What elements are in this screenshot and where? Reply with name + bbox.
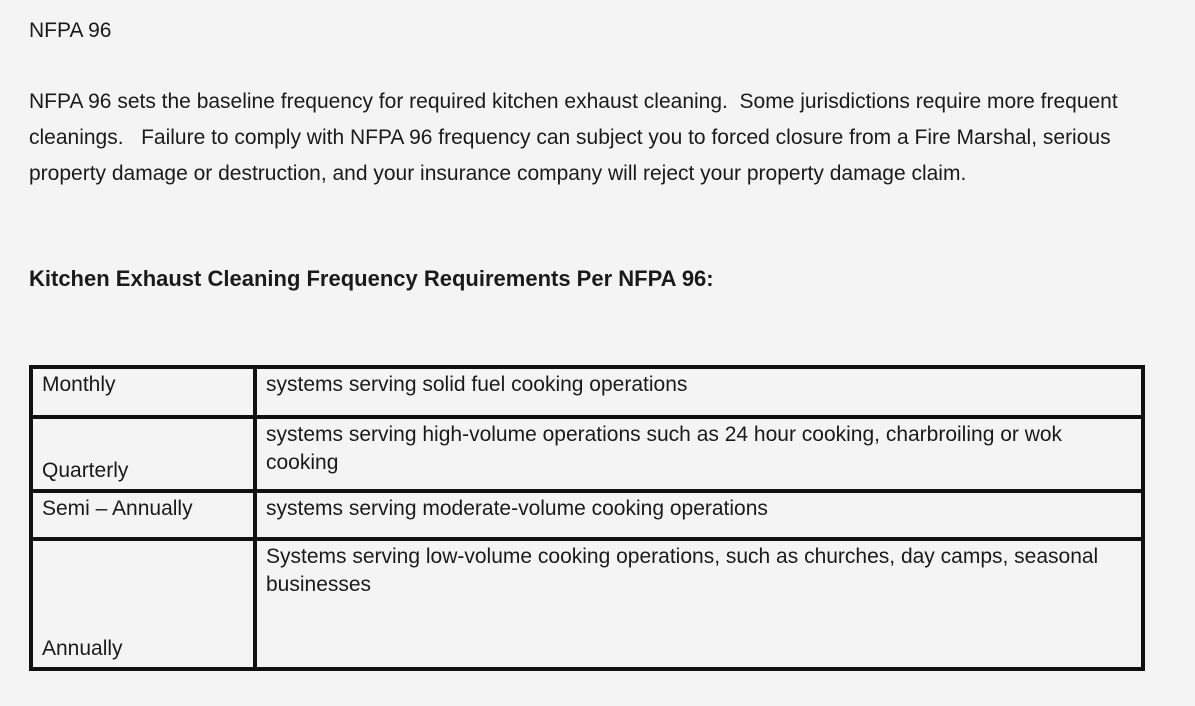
- table-row: [31, 491, 1143, 539]
- page-heading: NFPA 96: [29, 19, 112, 42]
- description-cell: Systems serving low-volume cooking operations, such as churches, day camps, seasonal businesses: [255, 539, 1143, 669]
- frequency-cell: Monthly: [31, 367, 255, 417]
- table-row: [31, 417, 1143, 491]
- table-title: Kitchen Exhaust Cleaning Frequency Requirements Per NFPA 96:: [29, 266, 714, 291]
- table-row: [31, 367, 1143, 417]
- frequency-table: [29, 365, 1145, 671]
- frequency-cell: Quarterly: [31, 417, 255, 491]
- description-cell: systems serving moderate-volume cooking operations: [255, 491, 1143, 539]
- table-row: [31, 539, 1143, 669]
- intro-paragraph: NFPA 96 sets the baseline frequency for required kitchen exhaust cleaning. Some jurisdictions require more frequent cleanings. Failure to comply with NFPA 96 frequency can subject you to forced closure from a Fire Marshal, serious property damage or destruction, and your insurance company will reject your property damage claim.: [29, 90, 1124, 185]
- description-cell: systems serving solid fuel cooking operations: [255, 367, 1143, 417]
- frequency-cell: Annually: [31, 539, 255, 669]
- description-cell: systems serving high-volume operations such as 24 hour cooking, charbroiling or wok cooking: [255, 417, 1143, 491]
- frequency-cell: Semi – Annually: [31, 491, 255, 539]
